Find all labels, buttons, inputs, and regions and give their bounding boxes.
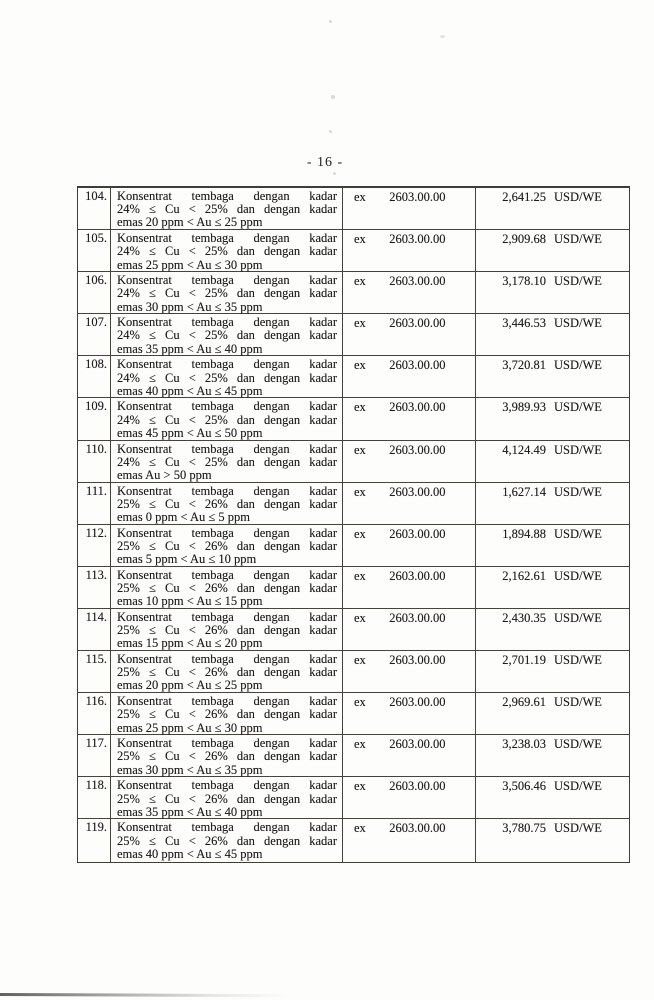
- hs-code: 2603.00.00: [389, 358, 446, 373]
- scan-artifact-line: [0, 993, 288, 997]
- row-description: [111, 567, 343, 608]
- row-hs-cell: [343, 441, 476, 482]
- row-price-cell: [476, 230, 629, 271]
- row-description: [111, 230, 343, 271]
- description-line: Konsentrat tembaga dengan kadar: [117, 189, 337, 203]
- hs-code: 2603.00.00: [389, 821, 446, 836]
- table-row: [78, 651, 629, 693]
- description-line: emas 20 ppm < Au ≤ 25 ppm: [117, 678, 263, 693]
- row-number: 116.: [78, 693, 111, 734]
- hs-code: 2603.00.00: [389, 442, 446, 457]
- price-unit: USD/WE: [554, 695, 602, 710]
- description-line: Konsentrat tembaga dengan kadar: [117, 609, 337, 624]
- description-line: emas 45 ppm < Au ≤ 50 ppm: [117, 425, 263, 440]
- table-row: [78, 819, 629, 861]
- price-value: 2,969.61: [502, 695, 546, 710]
- ex-label: ex: [354, 568, 366, 583]
- row-number: 109.: [78, 398, 111, 439]
- table-row: [78, 230, 629, 272]
- row-number: 115.: [78, 651, 111, 692]
- price-unit: USD/WE: [554, 568, 602, 583]
- description-line: emas 30 ppm < Au ≤ 35 ppm: [117, 762, 263, 777]
- row-number: 112.: [78, 525, 111, 566]
- row-description: [111, 398, 343, 439]
- description-line: 25% ≤ Cu < 26% dan dengan kadar: [117, 496, 337, 511]
- hs-code: 2603.00.00: [389, 737, 446, 752]
- description-line: 24% ≤ Cu < 25% dan dengan kadar: [117, 370, 337, 385]
- price-unit: USD/WE: [554, 737, 602, 752]
- price-unit: USD/WE: [554, 484, 602, 499]
- row-number: 113.: [78, 567, 111, 608]
- ex-label: ex: [354, 610, 366, 625]
- row-price-cell: [476, 525, 629, 566]
- description-line: 24% ≤ Cu < 25% dan dengan kadar: [117, 202, 337, 217]
- row-number: 106.: [78, 272, 111, 313]
- description-line: 25% ≤ Cu < 26% dan dengan kadar: [117, 538, 337, 553]
- table-row: [78, 693, 629, 735]
- price-unit: USD/WE: [554, 526, 602, 541]
- description-line: Konsentrat tembaga dengan kadar: [117, 525, 337, 540]
- price-value: 3,989.93: [502, 400, 546, 415]
- hs-code: 2603.00.00: [389, 568, 446, 583]
- hs-code: 2603.00.00: [389, 610, 446, 625]
- description-line: emas 20 ppm < Au ≤ 25 ppm: [117, 215, 263, 230]
- hs-code: 2603.00.00: [389, 190, 446, 204]
- ex-label: ex: [354, 358, 366, 373]
- table-row: [78, 609, 629, 651]
- row-number: 108.: [78, 356, 111, 397]
- row-number: 119.: [78, 819, 111, 861]
- description-line: emas Au > 50 ppm: [117, 467, 212, 482]
- price-unit: USD/WE: [554, 274, 602, 289]
- row-price-cell: [476, 272, 629, 313]
- price-unit: USD/WE: [554, 653, 602, 668]
- row-description: [111, 609, 343, 650]
- table-row: [78, 777, 629, 819]
- row-price-cell: [476, 609, 629, 650]
- hs-code: 2603.00.00: [389, 400, 446, 415]
- row-hs-cell: [343, 567, 476, 608]
- description-line: 25% ≤ Cu < 26% dan dengan kadar: [117, 623, 337, 638]
- price-value: 3,720.81: [502, 358, 546, 373]
- ex-label: ex: [354, 190, 366, 204]
- table-row: [78, 272, 629, 314]
- row-number: 107.: [78, 314, 111, 355]
- row-description: [111, 314, 343, 355]
- row-hs-cell: [343, 651, 476, 692]
- hs-code: 2603.00.00: [389, 274, 446, 289]
- description-line: 24% ≤ Cu < 25% dan dengan kadar: [117, 412, 337, 427]
- row-hs-cell: [343, 693, 476, 734]
- hs-code: 2603.00.00: [389, 526, 446, 541]
- row-hs-cell: [343, 735, 476, 776]
- row-description: [111, 693, 343, 734]
- description-line: emas 0 ppm < Au ≤ 5 ppm: [117, 510, 251, 525]
- row-number: 104.: [78, 188, 111, 229]
- ex-label: ex: [354, 695, 366, 710]
- description-line: Konsentrat tembaga dengan kadar: [117, 483, 337, 498]
- price-value: 2,701.19: [502, 653, 546, 668]
- table-row: [78, 441, 629, 483]
- scan-speck: [331, 95, 335, 99]
- ex-label: ex: [354, 653, 366, 668]
- description-line: Konsentrat tembaga dengan kadar: [117, 694, 337, 709]
- hs-code: 2603.00.00: [389, 695, 446, 710]
- price-value: 3,178.10: [502, 274, 546, 289]
- row-hs-cell: [343, 356, 476, 397]
- description-line: emas 40 ppm < Au ≤ 45 ppm: [117, 383, 263, 398]
- price-unit: USD/WE: [554, 779, 602, 794]
- price-value: 4,124.49: [502, 442, 546, 457]
- row-hs-cell: [343, 272, 476, 313]
- description-line: Konsentrat tembaga dengan kadar: [117, 231, 337, 246]
- price-unit: USD/WE: [554, 232, 602, 247]
- price-unit: USD/WE: [554, 190, 602, 204]
- row-description: [111, 819, 343, 861]
- price-table-body: [78, 188, 629, 862]
- row-hs-cell: [343, 230, 476, 271]
- price-value: 2,430.35: [502, 610, 546, 625]
- description-line: Konsentrat tembaga dengan kadar: [117, 820, 337, 835]
- ex-label: ex: [354, 400, 366, 415]
- description-line: 24% ≤ Cu < 25% dan dengan kadar: [117, 454, 337, 469]
- price-unit: USD/WE: [554, 316, 602, 331]
- price-unit: USD/WE: [554, 610, 602, 625]
- scan-speck: [440, 35, 445, 38]
- description-line: Konsentrat tembaga dengan kadar: [117, 315, 337, 330]
- row-hs-cell: [343, 483, 476, 524]
- row-hs-cell: [343, 819, 476, 861]
- description-line: 25% ≤ Cu < 26% dan dengan kadar: [117, 791, 337, 806]
- row-hs-cell: [343, 525, 476, 566]
- row-number: 105.: [78, 230, 111, 271]
- table-row: [78, 735, 629, 777]
- ex-label: ex: [354, 442, 366, 457]
- row-description: [111, 356, 343, 397]
- ex-label: ex: [354, 821, 366, 836]
- description-line: 24% ≤ Cu < 25% dan dengan kadar: [117, 244, 337, 259]
- scan-speck: [329, 130, 332, 133]
- row-price-cell: [476, 567, 629, 608]
- ex-label: ex: [354, 484, 366, 499]
- description-line: emas 40 ppm < Au ≤ 45 ppm: [117, 846, 263, 861]
- hs-code: 2603.00.00: [389, 779, 446, 794]
- description-line: Konsentrat tembaga dengan kadar: [117, 567, 337, 582]
- description-line: 24% ≤ Cu < 25% dan dengan kadar: [117, 328, 337, 343]
- row-description: [111, 272, 343, 313]
- ex-label: ex: [354, 737, 366, 752]
- scan-speck: [326, 247, 329, 250]
- description-line: 25% ≤ Cu < 26% dan dengan kadar: [117, 707, 337, 722]
- row-hs-cell: [343, 609, 476, 650]
- ex-label: ex: [354, 274, 366, 289]
- row-number: 118.: [78, 777, 111, 818]
- row-price-cell: [476, 693, 629, 734]
- row-description: [111, 483, 343, 524]
- row-number: 117.: [78, 735, 111, 776]
- price-value: 3,446.53: [502, 316, 546, 331]
- table-row: [78, 398, 629, 440]
- row-description: [111, 735, 343, 776]
- description-line: emas 5 ppm < Au ≤ 10 ppm: [117, 552, 257, 567]
- price-value: 1,627.14: [502, 484, 546, 499]
- price-unit: USD/WE: [554, 821, 602, 836]
- description-line: Konsentrat tembaga dengan kadar: [117, 357, 337, 372]
- price-value: 1,894.88: [502, 526, 546, 541]
- price-value: 3,780.75: [502, 821, 546, 836]
- price-value: 2,909.68: [502, 232, 546, 247]
- row-number: 110.: [78, 441, 111, 482]
- price-unit: USD/WE: [554, 442, 602, 457]
- description-line: 25% ≤ Cu < 26% dan dengan kadar: [117, 833, 337, 848]
- description-line: emas 15 ppm < Au ≤ 20 ppm: [117, 636, 263, 651]
- row-price-cell: [476, 314, 629, 355]
- description-line: 25% ≤ Cu < 26% dan dengan kadar: [117, 665, 337, 680]
- price-value: 3,506.46: [502, 779, 546, 794]
- row-hs-cell: [343, 314, 476, 355]
- row-price-cell: [476, 356, 629, 397]
- hs-code: 2603.00.00: [389, 316, 446, 331]
- row-price-cell: [476, 398, 629, 439]
- description-line: emas 30 ppm < Au ≤ 35 ppm: [117, 299, 263, 314]
- row-price-cell: [476, 651, 629, 692]
- description-line: Konsentrat tembaga dengan kadar: [117, 441, 337, 456]
- row-description: [111, 651, 343, 692]
- price-value: 2,162.61: [502, 568, 546, 583]
- description-line: emas 35 ppm < Au ≤ 40 ppm: [117, 341, 263, 356]
- table-row: [78, 567, 629, 609]
- price-value: 3,238.03: [502, 737, 546, 752]
- description-line: Konsentrat tembaga dengan kadar: [117, 273, 337, 288]
- row-number: 111.: [78, 483, 111, 524]
- table-row: [78, 525, 629, 567]
- row-price-cell: [476, 819, 629, 861]
- description-line: emas 35 ppm < Au ≤ 40 ppm: [117, 804, 263, 819]
- row-hs-cell: [343, 777, 476, 818]
- row-price-cell: [476, 483, 629, 524]
- row-description: [111, 188, 343, 229]
- ex-label: ex: [354, 779, 366, 794]
- description-line: emas 25 ppm < Au ≤ 30 ppm: [117, 257, 263, 272]
- description-line: 24% ≤ Cu < 25% dan dengan kadar: [117, 286, 337, 301]
- row-price-cell: [476, 777, 629, 818]
- hs-code: 2603.00.00: [389, 484, 446, 499]
- ex-label: ex: [354, 232, 366, 247]
- hs-code: 2603.00.00: [389, 653, 446, 668]
- hs-code: 2603.00.00: [389, 232, 446, 247]
- table-row: [78, 188, 629, 230]
- row-description: [111, 441, 343, 482]
- ex-label: ex: [354, 316, 366, 331]
- table-row: [78, 356, 629, 398]
- page-number: - 16 -: [306, 155, 344, 170]
- description-line: emas 10 ppm < Au ≤ 15 ppm: [117, 594, 263, 609]
- scan-speck: [333, 172, 336, 175]
- price-unit: USD/WE: [554, 358, 602, 373]
- price-value: 2,641.25: [502, 190, 546, 204]
- scan-speck: [329, 20, 332, 23]
- row-number: 114.: [78, 609, 111, 650]
- description-line: Konsentrat tembaga dengan kadar: [117, 652, 337, 667]
- description-line: Konsentrat tembaga dengan kadar: [117, 399, 337, 414]
- row-description: [111, 525, 343, 566]
- description-line: Konsentrat tembaga dengan kadar: [117, 736, 337, 751]
- description-line: emas 25 ppm < Au ≤ 30 ppm: [117, 720, 263, 735]
- ex-label: ex: [354, 526, 366, 541]
- row-hs-cell: [343, 398, 476, 439]
- row-price-cell: [476, 188, 629, 229]
- table-row: [78, 314, 629, 356]
- row-description: [111, 777, 343, 818]
- description-line: 25% ≤ Cu < 26% dan dengan kadar: [117, 581, 337, 596]
- description-line: Konsentrat tembaga dengan kadar: [117, 778, 337, 793]
- row-hs-cell: [343, 188, 476, 229]
- description-line: 25% ≤ Cu < 26% dan dengan kadar: [117, 749, 337, 764]
- row-price-cell: [476, 441, 629, 482]
- row-price-cell: [476, 735, 629, 776]
- price-unit: USD/WE: [554, 400, 602, 415]
- table-row: [78, 483, 629, 525]
- price-table: [77, 186, 630, 863]
